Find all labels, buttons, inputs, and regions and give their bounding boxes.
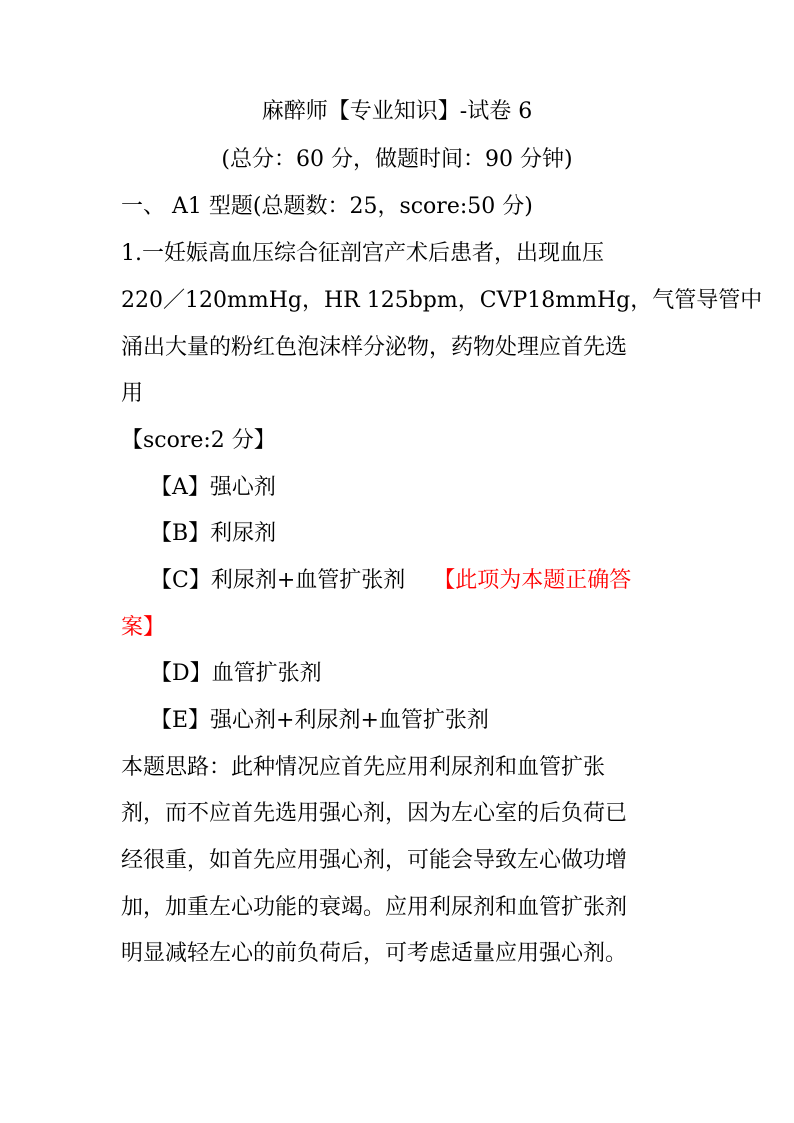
option-a: 【A】强心剂: [150, 475, 276, 500]
correct-answer-marker: 【此项为本题正确答: [433, 568, 632, 593]
page-subtitle: (总分：60 分，做题时间：90 分钟): [221, 147, 573, 172]
explanation-line: 加，加重左心功能的衰竭。应用利尿剂和血管扩张剂: [121, 895, 628, 920]
correct-answer-marker-continued: 案】: [121, 615, 166, 640]
question-stem-line: 220／120mmHg，HR 125bpm，CVP18mmHg，气管导管中: [121, 288, 763, 313]
option-c: [150, 570, 631, 592]
question-score: 【score:2 分】: [121, 428, 276, 453]
page-title: 麻醉师【专业知识】-试卷 6: [261, 99, 533, 124]
option-e: 【E】强心剂+利尿剂+血管扩张剂: [150, 708, 489, 733]
explanation-line: 明显减轻左心的前负荷后，可考虑适量应用强心剂。: [121, 941, 628, 966]
explanation-line: 剂，而不应首先选用强心剂，因为左心室的后负荷已: [121, 801, 628, 826]
question-stem-line: 1.一妊娠高血压综合征剖宫产术后患者，出现血压: [121, 241, 604, 266]
option-c-label: 【C】利尿剂+血管扩张剂: [150, 568, 406, 593]
question-stem-line: 用: [121, 381, 144, 406]
option-b: 【B】利尿剂: [150, 521, 277, 546]
section-heading: 一、 A1 型题(总题数：25，score:50 分): [121, 194, 533, 219]
option-d: 【D】血管扩张剂: [150, 661, 322, 686]
question-stem-line: 涌出大量的粉红色泡沫样分泌物，药物处理应首先选: [121, 335, 628, 360]
explanation-line: 经很重，如首先应用强心剂，可能会导致左心做功增: [121, 848, 628, 873]
explanation-line: 本题思路：此种情况应首先应用利尿剂和血管扩张: [121, 755, 606, 780]
